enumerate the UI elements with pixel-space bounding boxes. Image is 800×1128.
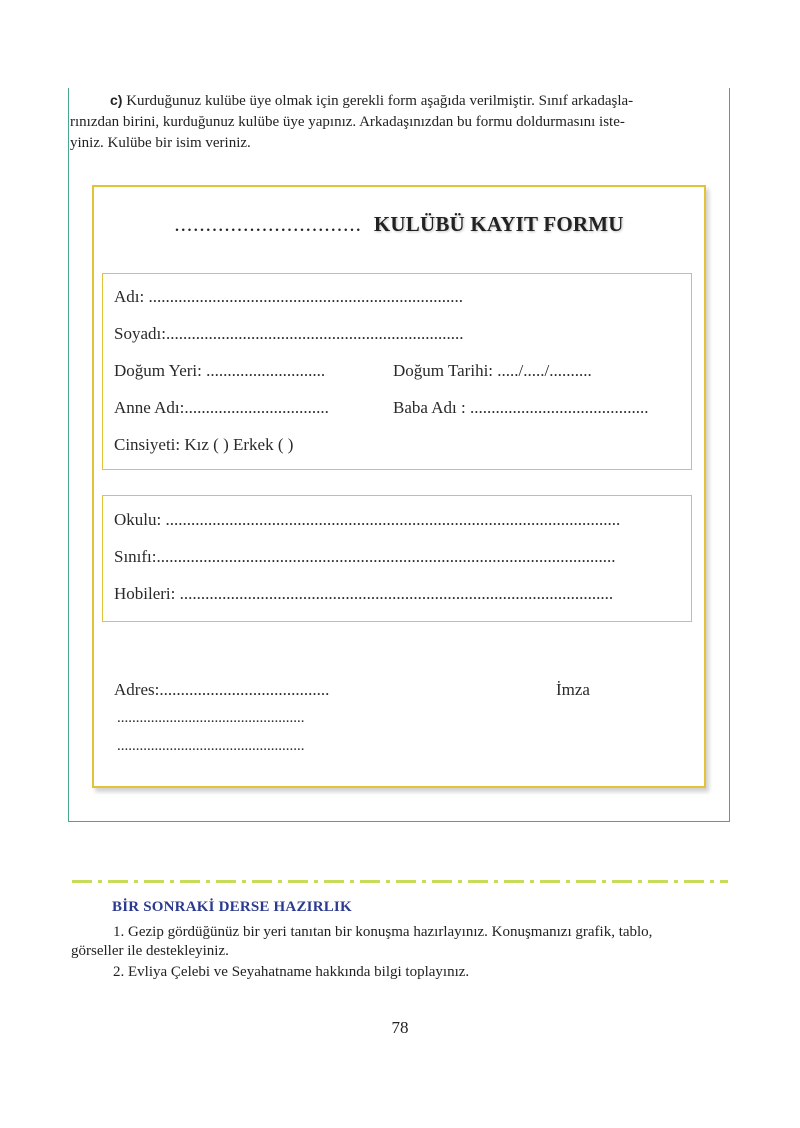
- address-field[interactable]: Adres:........................................: [114, 680, 330, 699]
- signature-label: İmza: [556, 680, 590, 699]
- gender-field[interactable]: Cinsiyeti: Kız ( ) Erkek ( ): [114, 435, 294, 454]
- page-number: 78: [391, 1018, 409, 1037]
- address-line-3[interactable]: ..................................................: [117, 738, 305, 754]
- hobbies-field[interactable]: Hobileri: ......................................................................................................: [114, 584, 614, 603]
- class-field[interactable]: Sınıfı:............................................................................................................: [114, 547, 616, 566]
- mother-name-field[interactable]: Anne Adı:..................................: [114, 398, 329, 417]
- next-lesson-heading: BİR SONRAKİ DERSE HAZIRLIK: [112, 899, 352, 915]
- form-title-text: KULÜBÜ KAYIT FORMU: [373, 212, 624, 236]
- birthplace-field[interactable]: Doğum Yeri: ............................: [114, 361, 326, 380]
- address-line-2[interactable]: ..................................................: [117, 710, 305, 726]
- instruction-line-3: yiniz. Kulübe bir isim veriniz.: [70, 135, 251, 151]
- next-lesson-item-1-cont: görseller ile destekleyiniz.: [71, 943, 229, 959]
- name-field[interactable]: Adı: ..........................................................................: [114, 287, 463, 306]
- club-name-blank[interactable]: ..............................: [174, 212, 362, 236]
- instruction-line-1: [70, 90, 728, 112]
- section-separator: [72, 880, 728, 883]
- instruction-line-2: rınızdan birini, kurduğunuz kulübe üye yapınız. Arkadaşınızdan bu formu doldurmasını iste-: [70, 114, 625, 130]
- school-field[interactable]: Okulu: ...........................................................................................................: [114, 510, 621, 529]
- form-title: [92, 212, 706, 237]
- father-name-field[interactable]: Baba Adı : ..........................................: [393, 398, 649, 417]
- instruction-line-1-text: Kurduğunuz kulübe üye olmak için gerekli form aşağıda verilmiştir. Sınıf arkadaşla-: [126, 93, 634, 109]
- surname-field[interactable]: Soyadı:......................................................................: [114, 324, 464, 343]
- item-label: c): [110, 92, 123, 108]
- instruction-text: [68, 90, 730, 154]
- next-lesson-item-1: 1. Gezip gördüğünüz bir yeri tanıtan bir konuşma hazırlayınız. Konuşmanızı grafik, tablo,: [113, 924, 653, 940]
- birthdate-field[interactable]: Doğum Tarihi: ...../...../..........: [393, 361, 592, 380]
- next-lesson-item-2: 2. Evliya Çelebi ve Seyahatname hakkında bilgi toplayınız.: [113, 964, 470, 980]
